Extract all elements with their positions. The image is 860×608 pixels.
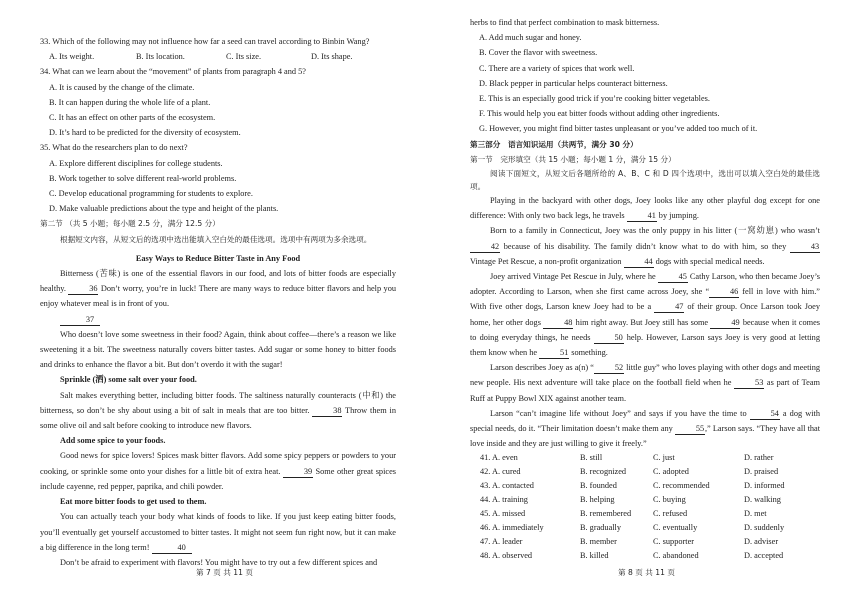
page-number-left: 第 7 页 共 11 页 bbox=[196, 568, 253, 577]
paragraph-5: You can actually teach your body what kinds of foods to like. If you just keep eating bitter foods, you’ll eventually get yourself accustomed to bitter tastes. It might not seem fun right now, but it can make a big difference in the long term! 40 bbox=[40, 512, 396, 552]
blank-49: 49 bbox=[710, 318, 740, 329]
blank-39: 39 bbox=[283, 467, 313, 478]
blank-50: 50 bbox=[594, 333, 624, 344]
paragraph-6: Don’t be afraid to experiment with flavors! You might have to try out a few different spices and bbox=[60, 557, 378, 567]
section2-title: 第二节 （共 5 小题；每小题 2.5 分，满分 12.5 分） bbox=[40, 219, 220, 229]
paragraph-4: Good news for spice lovers! Spices mask bitter flavors. Add some spicy peppers or powders to your cooking, or sprinkle some onto your dishes for a little bit of extra heat. 39 Some other great spices include cayenne, red pepper, paprika, and chili powder. bbox=[40, 451, 396, 491]
question-34: 34. What can we learn about the “movement” of plants from paragraph 4 and 5? bbox=[40, 67, 306, 77]
blank-43: 43 bbox=[790, 242, 820, 253]
options-row-48: 48. A. observed B. killed C. abandoned D. accepted bbox=[480, 550, 784, 560]
option: D. Its shape. bbox=[311, 52, 353, 62]
options-row-44: 44. A. training B. helping C. buying D. walking bbox=[480, 495, 781, 505]
options-row-43: 43. A. contacted B. founded C. recommended D. informed bbox=[480, 481, 785, 491]
option: B. Its location. bbox=[136, 52, 185, 62]
option: D. Make valuable predictions about the type and height of the plants. bbox=[49, 204, 279, 214]
section2-instructions: 根据短文内容，从短文后的选项中选出能填入空白处的最佳选项。选项中有两项为多余选项。 bbox=[60, 234, 372, 244]
heading-salt: Sprinkle (洒) some salt over your food. bbox=[60, 375, 197, 385]
options-row-42: 42. A. cured B. recognized C. adopted D. praised bbox=[480, 467, 779, 477]
option: F. This would help you eat bitter foods without adding other ingredients. bbox=[479, 109, 720, 119]
blank-52: 52 bbox=[594, 363, 624, 374]
blank-55: 55 bbox=[675, 424, 705, 435]
blank-38: 38 bbox=[312, 406, 342, 417]
options-row-47: 47. A. leader B. member C. supporter D. adviser bbox=[480, 536, 779, 546]
blank-42: 42 bbox=[470, 242, 500, 253]
options-row-41: 41. A. even B. still C. just D. rather bbox=[480, 453, 774, 463]
blank-51: 51 bbox=[539, 348, 569, 359]
option: C. Develop educational programming for students to explore. bbox=[49, 189, 253, 199]
blank-36: 36 bbox=[68, 284, 98, 295]
paragraph-2: Who doesn’t love some sweetness in their food? Again, think about coffee—there’s a reason we like sweetening it a bit. The sweetness naturally covers bitter tastes. Add sugar or some honey to bitter foods and drinks to enhance the flavor a bit. But don’t overdo it with the sugar! bbox=[40, 329, 396, 370]
options-row-46: 46. A. immediately B. gradually C. eventually D. suddenly bbox=[480, 523, 785, 533]
blank-46: 46 bbox=[709, 287, 739, 298]
option: A. Add much sugar and honey. bbox=[479, 33, 582, 43]
blank-45: 45 bbox=[658, 272, 688, 283]
option: E. This is an especially good trick if you’re cooking bitter vegetables. bbox=[479, 94, 710, 104]
question-33: 33. Which of the following may not influence how far a seed can travel according to Binbin Wang? bbox=[40, 37, 370, 46]
cloze-paragraph-1: Playing in the backyard with other dogs, Joey looks like any other playful dog except for one difference: With only two back legs, he travels 41 by jumping. bbox=[470, 196, 820, 221]
options-row-45: 45. A. missed B. remembered C. refused D. met bbox=[480, 509, 767, 519]
option: B. Cover the flavor with sweetness. bbox=[479, 48, 598, 58]
left-page bbox=[40, 34, 396, 570]
blank-53: 53 bbox=[734, 378, 764, 389]
option: A. Its weight. bbox=[49, 52, 95, 62]
blank-54: 54 bbox=[750, 409, 780, 420]
section1-title: 第一节 完形填空（共 15 小题；每小题 1 分，满分 15 分） bbox=[470, 154, 676, 164]
blank-48: 48 bbox=[543, 318, 573, 329]
paragraph-1: Bitterness (苦味) is one of the essential flavors in our food, and lots of bitter foods are especially healthy. 36 Don’t worry, you’re in luck! There are many ways to reduce bitter flavors and help you enjoy whatever meal is in front of you. bbox=[40, 269, 397, 309]
option: D. Black pepper in particular helps counteract bitterness. bbox=[479, 78, 668, 88]
page-number-right: 第 8 页 共 11 页 bbox=[618, 568, 675, 577]
paragraph-blank-37 bbox=[40, 312, 396, 327]
blank-44: 44 bbox=[624, 257, 654, 268]
cloze-paragraph-5: Larson “can’t imagine life without Joey” and says if you have the time to 54 a dog with special needs, do it. “Their limitation doesn’t make them any 55,” Larson says. “They have all that love inside and they are just willing to give it freely.” bbox=[470, 408, 821, 449]
heading-spice: Add some spice to your foods. bbox=[60, 436, 166, 446]
option: C. It has an effect on other parts of the ecosystem. bbox=[49, 113, 216, 123]
option: D. It’s hard to be predicted for the diversity of ecosystem. bbox=[49, 128, 241, 138]
blank-41: 41 bbox=[627, 211, 657, 222]
option: A. Explore different disciplines for college students. bbox=[49, 158, 223, 168]
cloze-paragraph-4: Larson describes Joey as a(n) “ 52 little guy” who loves playing with other dogs and meeting new people. His next adventure will take place on the football field when he 53 as part of Team Ruff at Puppy Bowl XIX against another team. bbox=[470, 363, 820, 403]
option: B. It can happen during the whole life of a plant. bbox=[49, 97, 211, 107]
heading-bitter: Eat more bitter foods to get used to them. bbox=[60, 497, 207, 507]
option: B. Work together to solve different real-world problems. bbox=[49, 173, 237, 183]
section1-instructions: 阅读下面短文，从短文后各题所给的 A、B、C 和 D 四个选项中，选出可以填入空白处的最佳选项。 bbox=[470, 169, 820, 192]
part3-title: 第三部分 语言知识运用（共两节，满分 30 分） bbox=[470, 139, 638, 149]
question-35: 35. What do the researchers plan to do next? bbox=[40, 143, 188, 153]
blank-37: 37 bbox=[60, 315, 100, 326]
option: A. It is caused by the change of the climate. bbox=[49, 82, 195, 92]
right-page bbox=[470, 15, 820, 563]
option: C. There are a variety of spices that work well. bbox=[479, 63, 635, 73]
cloze-options-grid bbox=[470, 451, 820, 562]
article-title: Easy Ways to Reduce Bitter Taste in Any Food bbox=[135, 253, 301, 263]
blank-47: 47 bbox=[654, 302, 684, 313]
cloze-paragraph-2: Born to a family in Connecticut, Joey was the only puppy in his litter (一窝幼崽) who wasn’t 42 because of his disability. The family didn’t know what to do with him, so they 43 Vintage Pet Rescue, a non-profit organization 44 dogs with special medical needs. bbox=[470, 226, 820, 266]
paragraph-3: Salt makes everything better, including bitter foods. The saltiness naturally counteracts (中和) the bitterness, so don’t be shy about using a bit of salt in meals that are too bitter. 38 Throw them in some olive oil and salt before cooking to introduce new flavors. bbox=[40, 390, 396, 431]
option: G. However, you might find bitter tastes unpleasant or you’ve added too much of it. bbox=[479, 124, 758, 134]
option: C. Its size. bbox=[226, 52, 262, 62]
blank-40: 40 bbox=[152, 543, 192, 554]
q33-options bbox=[40, 49, 396, 64]
paragraph-6-cont: herbs to find that perfect combination to mask bitterness. bbox=[470, 18, 660, 27]
cloze-paragraph-3: Joey arrived Vintage Pet Rescue in July, where he 45 Cathy Larson, who then became Joey’s adopter. According to Larson, when she first came across Joey, she “ 46 fell in love with him.” With five other dogs, Larson knew Joey had to be a 47 of their group. Once Larson took Joey home, her other dogs 48 him right away. But Joey still has some 49 because when it comes to doing everyday things, he needs 50 help. However, Larson says Joey is very good at letting them know when he 51 something. bbox=[470, 272, 820, 358]
